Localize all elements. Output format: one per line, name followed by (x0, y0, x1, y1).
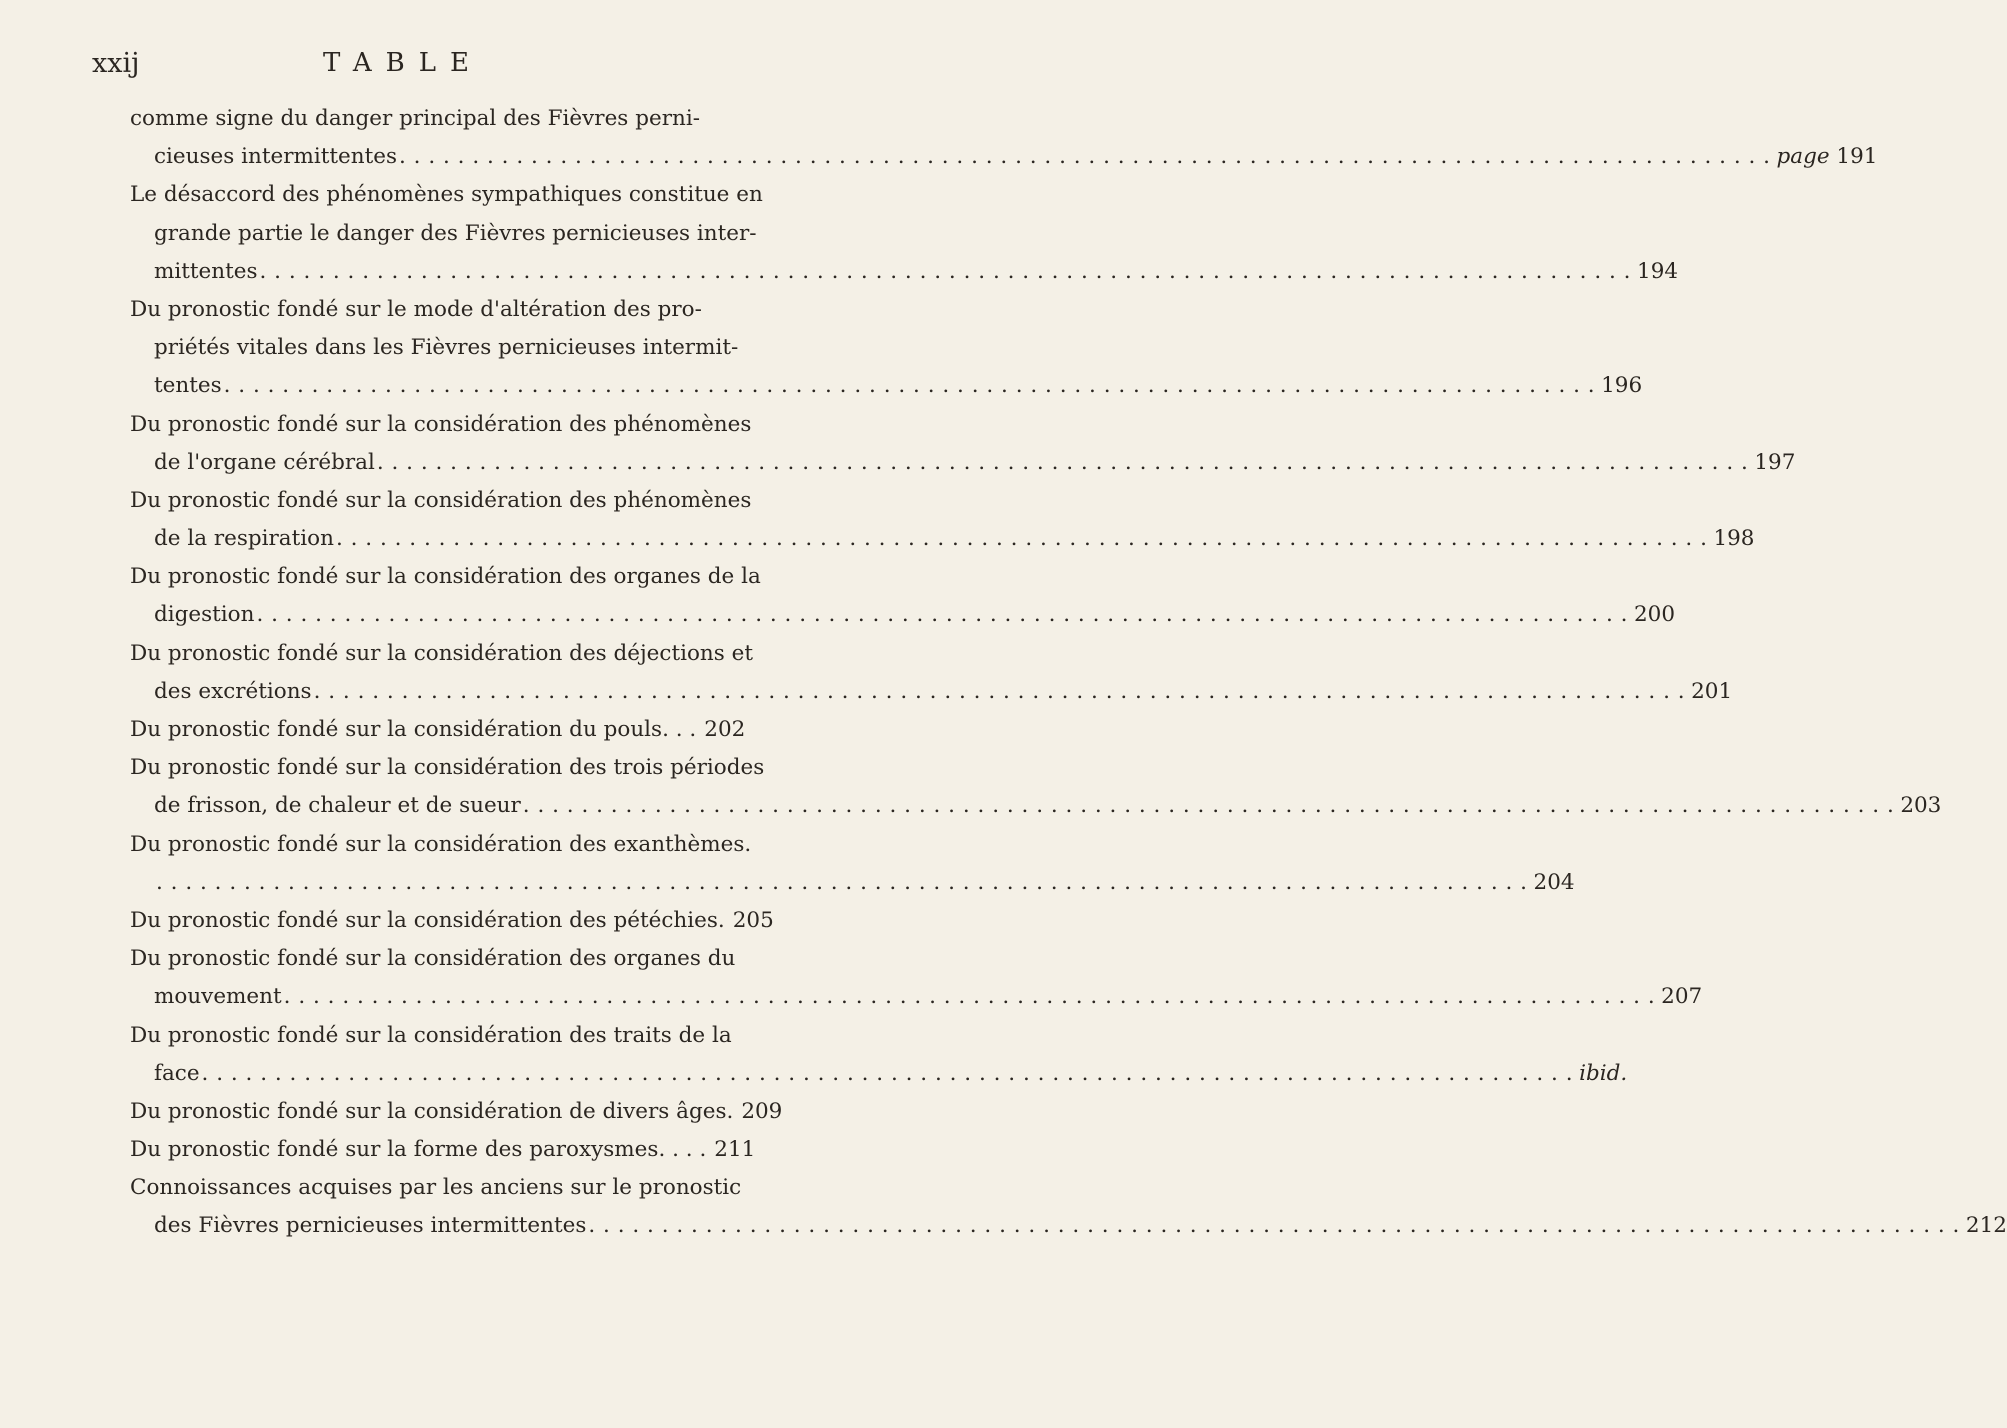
toc-entry-line: Du pronostic fondé sur la considération des organes du (130, 946, 736, 972)
toc-entry-last-line (130, 1055, 1628, 1093)
page-value: 207 (1661, 984, 1703, 1010)
toc-entry (130, 711, 746, 749)
page-number (1900, 787, 1941, 825)
dot-leader (588, 1207, 1960, 1245)
toc-entry (130, 826, 1575, 902)
page-value: 212 (1965, 1213, 2007, 1239)
page-value: 203 (1900, 793, 1942, 819)
toc-entry-last-line (130, 444, 1796, 482)
toc-entry-last-line (130, 673, 1733, 711)
toc-entry-text: Du pronostic fondé sur la considération de divers âges. (130, 1098, 734, 1124)
toc-entry-text: de l'organe cérébral (154, 449, 375, 475)
toc-entry (130, 558, 1676, 634)
page-value: 198 (1713, 526, 1755, 552)
running-head (92, 48, 700, 88)
toc-entry-last-line (130, 978, 1703, 1016)
toc-entry-line: Du pronostic fondé sur le mode d'altération des pro- (130, 296, 702, 322)
toc-entry-last-line (130, 253, 1679, 291)
page-number (1637, 253, 1678, 291)
toc-entry-text: des Fièvres pernicieuses intermittentes (154, 1213, 587, 1239)
page-folio: xxij (92, 48, 140, 79)
toc-entry (130, 291, 1643, 406)
toc-entry-last-line (130, 1207, 2007, 1245)
toc-entry-text: mittentes (154, 258, 258, 284)
toc-entry-text: mouvement (154, 984, 282, 1010)
toc-entry (130, 940, 1703, 1016)
toc-entry-text: digestion (154, 602, 255, 628)
dot-leader (202, 1055, 1574, 1093)
page-value: ibid. (1579, 1060, 1628, 1086)
toc-entry (130, 482, 1755, 558)
toc-entry (130, 1093, 783, 1131)
toc-entry-last-line (130, 596, 1676, 634)
toc-entry-line: priétés vitales dans les Fièvres pernicieuses intermit- (154, 335, 739, 361)
toc-entry (130, 406, 1796, 482)
page-value: 211 (714, 1137, 756, 1163)
page-value: 201 (1691, 678, 1733, 704)
toc-entry-line: Connoissances acquises par les anciens sur le pronostic (130, 1175, 742, 1201)
page-value: 191 (1836, 144, 1878, 170)
toc-entry (130, 100, 1878, 176)
page-number (1754, 444, 1795, 482)
page-number (1534, 864, 1575, 902)
page-value: 197 (1754, 449, 1796, 475)
toc-entry-line: Du pronostic fondé sur la considération des trois périodes (130, 755, 765, 781)
page-number (1634, 596, 1675, 634)
toc-entry-last-line (130, 864, 1575, 902)
page-value: 196 (1601, 373, 1643, 399)
toc-entry-line: Du pronostic fondé sur la considération des traits de la (130, 1022, 732, 1048)
toc-entry (130, 749, 1942, 825)
toc-entry (130, 1169, 2007, 1245)
toc-entry-text: cieuses intermittentes (154, 144, 397, 170)
toc-entry-last-line (130, 520, 1755, 558)
page-number (1777, 138, 1878, 176)
dot-leader (336, 520, 1708, 558)
toc-entry (130, 176, 1679, 291)
toc-entry-line: comme signe du danger principal des Fièvres perni- (130, 106, 700, 131)
page-title: TABLE (322, 48, 484, 78)
page-number (1713, 520, 1754, 558)
toc-entry-text: Du pronostic fondé sur la considération du pouls. . . (130, 717, 697, 742)
toc-entry-line: Du pronostic fondé sur la considération des exanthèmes. (130, 831, 752, 857)
toc-entry-last-line (130, 1093, 783, 1131)
page-value: 209 (741, 1098, 783, 1124)
toc-entry-text: de frisson, de chaleur et de sueur (154, 793, 521, 819)
toc-entry-last-line (130, 902, 774, 940)
page-number (733, 902, 774, 940)
page-value: 194 (1637, 258, 1679, 284)
dot-leader (256, 596, 1628, 634)
dot-leader (523, 787, 1895, 825)
toc-entry-line: grande partie le danger des Fièvres pernicieuses inter- (154, 220, 757, 246)
page-value: 202 (704, 717, 746, 742)
toc-entry-last-line (130, 787, 1942, 825)
dot-leader (399, 138, 1771, 176)
toc-entry (130, 1017, 1628, 1093)
page-number (704, 711, 745, 749)
toc-entry-text: Du pronostic fondé sur la forme des paroxysmes. . . . (130, 1137, 707, 1163)
toc-entry-last-line (130, 367, 1643, 405)
toc-entry-line: Du pronostic fondé sur la considération des phénomènes (130, 487, 752, 513)
dot-leader (156, 864, 1528, 902)
toc-entry-line: Le désaccord des phénomènes sympathiques constitue en (130, 182, 763, 208)
page-number (1691, 673, 1732, 711)
toc-entry (130, 635, 1733, 711)
page-number (1579, 1055, 1627, 1093)
dot-leader (260, 253, 1632, 291)
page-number (1966, 1207, 2007, 1245)
toc-entry-last-line (130, 138, 1878, 176)
page-number (714, 1131, 755, 1169)
page-value: 200 (1633, 602, 1676, 628)
toc-entry-last-line (130, 1131, 756, 1169)
toc-entry-text: de la respiration (154, 526, 334, 552)
toc-entry-text: des excrétions (154, 678, 312, 704)
toc-entry-line: Du pronostic fondé sur la considération des phénomènes (130, 411, 752, 437)
page-value: 204 (1533, 869, 1575, 895)
dot-leader (224, 367, 1596, 405)
toc-entry (130, 1131, 756, 1169)
toc-entry-last-line (130, 711, 746, 749)
toc-entry-text: face (154, 1060, 200, 1086)
page-number (741, 1093, 782, 1131)
dot-leader (284, 978, 1656, 1016)
dot-leader (314, 673, 1686, 711)
page-value: 205 (732, 907, 774, 933)
page-number (1601, 367, 1642, 405)
toc-entry-line: Du pronostic fondé sur la considération des organes de la (130, 564, 761, 590)
table-of-contents (130, 100, 2007, 1246)
dot-leader (377, 444, 1749, 482)
toc-entry-line: Du pronostic fondé sur la considération des déjections et (130, 640, 753, 666)
page-prefix: page (1776, 144, 1837, 170)
toc-entry (130, 902, 774, 940)
toc-entry-text: Du pronostic fondé sur la considération des pétéchies. (130, 907, 725, 933)
toc-entry-text: tentes (154, 373, 222, 399)
page-number (1661, 978, 1702, 1016)
